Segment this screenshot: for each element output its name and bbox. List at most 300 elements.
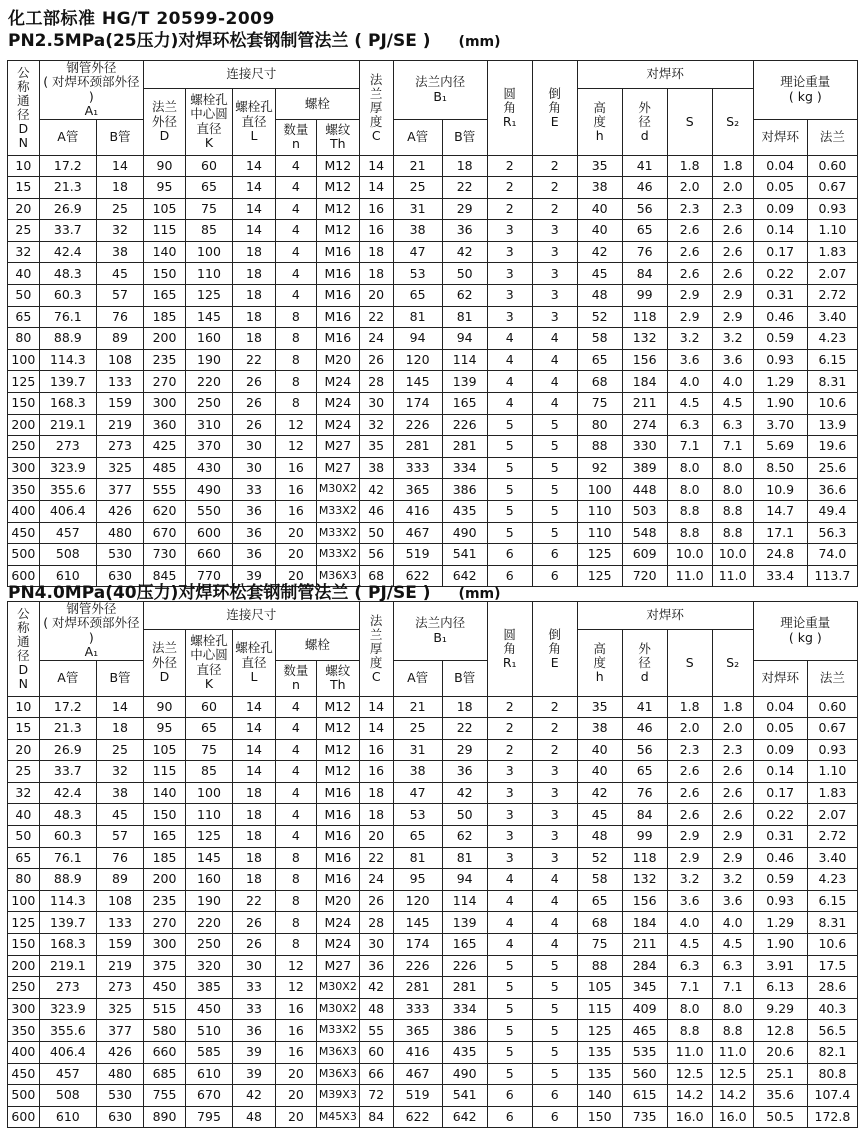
table-cell: 17.5 bbox=[807, 955, 857, 977]
chamfer-header bbox=[532, 602, 577, 697]
table-cell: 80 bbox=[577, 414, 622, 436]
dn-header-char: DN bbox=[18, 120, 29, 150]
table-cell: 4 bbox=[487, 890, 532, 912]
table-cell: 219 bbox=[96, 955, 143, 977]
table-cell: 20 bbox=[275, 522, 316, 544]
table-cell: 4 bbox=[275, 177, 316, 199]
table-row bbox=[8, 177, 858, 199]
table-row bbox=[8, 241, 858, 263]
table-cell: 133 bbox=[96, 912, 143, 934]
table-cell: 95 bbox=[393, 869, 442, 891]
table-cell: 22 bbox=[233, 890, 276, 912]
table-cell: 40 bbox=[577, 198, 622, 220]
table-cell: 42.4 bbox=[39, 241, 96, 263]
table-cell: 50.5 bbox=[753, 1106, 807, 1128]
table-cell: 0.14 bbox=[753, 761, 807, 783]
bolt-circle-header-line: 直径 bbox=[196, 661, 222, 677]
table-cell: 400 bbox=[8, 501, 40, 523]
table-cell: 65 bbox=[185, 718, 232, 740]
table-cell: 33 bbox=[233, 998, 276, 1020]
table-cell: 425 bbox=[144, 436, 186, 458]
table-cell: 0.59 bbox=[753, 328, 807, 350]
table-cell: 94 bbox=[442, 328, 487, 350]
table-cell: 38 bbox=[96, 241, 143, 263]
table-cell: 22 bbox=[442, 718, 487, 740]
flange-od-header-line: D bbox=[159, 668, 170, 684]
table-cell: 2.0 bbox=[667, 177, 712, 199]
bolt-circle-header-line: K bbox=[204, 135, 214, 151]
table-cell: M16 bbox=[316, 826, 359, 848]
table-cell: 4 bbox=[532, 349, 577, 371]
table-cell: 541 bbox=[442, 1085, 487, 1107]
table-cell: M16 bbox=[316, 306, 359, 328]
table-cell: 3.40 bbox=[807, 847, 857, 869]
table-cell: 467 bbox=[393, 1063, 442, 1085]
table-cell: 22 bbox=[359, 847, 393, 869]
qty-header bbox=[275, 119, 316, 155]
table-1-title bbox=[8, 26, 501, 51]
table-cell: 15 bbox=[8, 177, 40, 199]
table-cell: 660 bbox=[185, 544, 232, 566]
table-cell: 2.6 bbox=[712, 804, 753, 826]
table-cell: 0.31 bbox=[753, 285, 807, 307]
table-cell: 25 bbox=[96, 739, 143, 761]
table-row bbox=[8, 847, 858, 869]
table-cell: M30X2 bbox=[316, 479, 359, 501]
table-cell: 323.9 bbox=[39, 457, 96, 479]
table-cell: M24 bbox=[316, 414, 359, 436]
table-cell: 4 bbox=[487, 328, 532, 350]
table-cell: 555 bbox=[144, 479, 186, 501]
fillet-header bbox=[487, 61, 532, 156]
table-cell: M24 bbox=[316, 393, 359, 415]
table-row bbox=[8, 544, 858, 566]
thread-header bbox=[316, 660, 359, 696]
s-header: S bbox=[667, 89, 712, 156]
table-cell: 42 bbox=[577, 782, 622, 804]
table-cell: 16 bbox=[275, 457, 316, 479]
table-cell: 3 bbox=[487, 826, 532, 848]
table-cell: 3 bbox=[532, 782, 577, 804]
table-cell: 0.93 bbox=[807, 198, 857, 220]
table-cell: 4.5 bbox=[667, 934, 712, 956]
table-cell: 125 bbox=[577, 544, 622, 566]
table-cell: 16.0 bbox=[667, 1106, 712, 1128]
table-cell: 76.1 bbox=[39, 847, 96, 869]
fillet-header-text bbox=[503, 87, 517, 129]
table-cell: M12 bbox=[316, 220, 359, 242]
bolt-header: 螺栓 bbox=[275, 89, 359, 120]
table-cell: 38 bbox=[359, 457, 393, 479]
table-cell: 2.3 bbox=[712, 198, 753, 220]
chamfer-header-char: E bbox=[550, 654, 559, 670]
table-cell: 35 bbox=[577, 696, 622, 718]
table-cell: 8.0 bbox=[712, 998, 753, 1020]
table-cell: 325 bbox=[96, 457, 143, 479]
table-cell: 6 bbox=[532, 1085, 577, 1107]
table-row bbox=[8, 912, 858, 934]
table-cell: 60.3 bbox=[39, 285, 96, 307]
bolt-circle-header-line: 中心圆 bbox=[190, 106, 228, 122]
table-cell: 3 bbox=[532, 826, 577, 848]
table-cell: 18 bbox=[442, 155, 487, 177]
table-cell: 53 bbox=[393, 804, 442, 826]
table-cell: 4 bbox=[532, 912, 577, 934]
table-cell: 21.3 bbox=[39, 177, 96, 199]
table-cell: 184 bbox=[622, 371, 667, 393]
table-cell: 46 bbox=[359, 501, 393, 523]
thickness-header-char: 兰 bbox=[369, 626, 383, 642]
table-cell: 14 bbox=[233, 177, 276, 199]
table-cell: 2.6 bbox=[667, 804, 712, 826]
thread-header-line: 螺纹 bbox=[325, 121, 351, 137]
table-cell: 4.5 bbox=[667, 393, 712, 415]
table-cell: 12 bbox=[275, 414, 316, 436]
table-cell: M45X3 bbox=[316, 1106, 359, 1128]
table-cell: 90 bbox=[144, 155, 186, 177]
table-cell: 99 bbox=[622, 285, 667, 307]
table-cell: 4.5 bbox=[712, 393, 753, 415]
table-cell: 8.8 bbox=[712, 501, 753, 523]
bolt-header: 螺栓 bbox=[275, 630, 359, 661]
table-cell: 2 bbox=[487, 155, 532, 177]
table-cell: 18 bbox=[233, 826, 276, 848]
table-row bbox=[8, 263, 858, 285]
table-cell: 457 bbox=[39, 522, 96, 544]
table-cell: 114.3 bbox=[39, 890, 96, 912]
table-cell: 0.09 bbox=[753, 198, 807, 220]
table-cell: 48 bbox=[577, 285, 622, 307]
table-cell: 24 bbox=[359, 869, 393, 891]
thickness-header-char: 厚 bbox=[369, 99, 383, 115]
table-cell: 3 bbox=[487, 263, 532, 285]
table-cell: 55 bbox=[359, 1020, 393, 1042]
table-cell: 94 bbox=[442, 869, 487, 891]
table-cell: M16 bbox=[316, 328, 359, 350]
table-cell: 622 bbox=[393, 1106, 442, 1128]
table-cell: 14 bbox=[359, 718, 393, 740]
table-cell: 4 bbox=[487, 349, 532, 371]
bolt-circle-header bbox=[185, 89, 232, 156]
weight-header-line: ( kg ) bbox=[788, 629, 822, 645]
table-cell: 81 bbox=[442, 847, 487, 869]
table-cell: 345 bbox=[622, 977, 667, 999]
table-cell: 450 bbox=[8, 1063, 40, 1085]
table-cell: 42 bbox=[442, 782, 487, 804]
table-cell: 58 bbox=[577, 869, 622, 891]
table-cell: 409 bbox=[622, 998, 667, 1020]
table-cell: 620 bbox=[144, 501, 186, 523]
table-cell: 4 bbox=[487, 869, 532, 891]
chamfer-header bbox=[532, 61, 577, 156]
table-cell: 250 bbox=[8, 977, 40, 999]
table-cell: 610 bbox=[39, 1106, 96, 1128]
table-cell: 10 bbox=[8, 155, 40, 177]
thread-header-line: Th bbox=[330, 136, 346, 151]
table-cell: 4.0 bbox=[667, 912, 712, 934]
table-cell: 7.1 bbox=[712, 977, 753, 999]
table-cell: 490 bbox=[442, 522, 487, 544]
table-cell: 139.7 bbox=[39, 912, 96, 934]
table-cell: 2.3 bbox=[667, 198, 712, 220]
table-cell: 30 bbox=[233, 457, 276, 479]
table-cell: 45 bbox=[96, 263, 143, 285]
table-cell: 84 bbox=[622, 804, 667, 826]
table-cell: 33.7 bbox=[39, 220, 96, 242]
table-cell: 90 bbox=[144, 696, 186, 718]
table-row bbox=[8, 1106, 858, 1128]
table-cell: 2 bbox=[487, 198, 532, 220]
table-cell: 26 bbox=[233, 371, 276, 393]
table-cell: 50 bbox=[442, 263, 487, 285]
table-cell: 2.9 bbox=[667, 285, 712, 307]
table-cell: 630 bbox=[96, 565, 143, 587]
table-cell: 8.0 bbox=[667, 479, 712, 501]
table-cell: M16 bbox=[316, 847, 359, 869]
thickness-header bbox=[359, 61, 393, 156]
table-cell: 18 bbox=[233, 782, 276, 804]
table-cell: 52 bbox=[577, 847, 622, 869]
table-row bbox=[8, 1042, 858, 1064]
table-cell: 14.7 bbox=[753, 501, 807, 523]
table-cell: 0.22 bbox=[753, 263, 807, 285]
height-header-char: 度 bbox=[593, 113, 606, 129]
table-cell: 118 bbox=[622, 306, 667, 328]
table-cell: 95 bbox=[144, 177, 186, 199]
table-cell: 14 bbox=[359, 177, 393, 199]
table-cell: 5 bbox=[487, 977, 532, 999]
bolt-circle-header-line: K bbox=[204, 676, 214, 692]
table-cell: 375 bbox=[144, 955, 186, 977]
thread-header-line: 螺纹 bbox=[325, 662, 351, 678]
table-cell: 8.8 bbox=[712, 1020, 753, 1042]
table-cell: 200 bbox=[144, 328, 186, 350]
table-cell: 0.67 bbox=[807, 177, 857, 199]
table-cell: 615 bbox=[622, 1085, 667, 1107]
table-cell: 300 bbox=[144, 393, 186, 415]
table-cell: 3 bbox=[487, 306, 532, 328]
dn-header-char: 称 bbox=[17, 619, 30, 635]
table-cell: 75 bbox=[185, 198, 232, 220]
table-cell: 281 bbox=[442, 436, 487, 458]
table-cell: 4 bbox=[532, 934, 577, 956]
table-cell: 53 bbox=[393, 263, 442, 285]
table-cell: 42 bbox=[577, 241, 622, 263]
table-cell: 365 bbox=[393, 479, 442, 501]
table-row bbox=[8, 328, 858, 350]
pipe-od-header bbox=[39, 602, 143, 661]
table-cell: 5 bbox=[487, 436, 532, 458]
table-cell: 26.9 bbox=[39, 739, 96, 761]
table-cell: 5 bbox=[532, 955, 577, 977]
table-cell: 4 bbox=[487, 371, 532, 393]
table-cell: 6 bbox=[487, 544, 532, 566]
table-cell: 150 bbox=[577, 1106, 622, 1128]
table-cell: 200 bbox=[144, 869, 186, 891]
table-cell: 76 bbox=[96, 306, 143, 328]
table-row bbox=[8, 479, 858, 501]
table-cell: 660 bbox=[144, 1042, 186, 1064]
table-cell: 81 bbox=[393, 306, 442, 328]
table-cell: 7.1 bbox=[667, 977, 712, 999]
table-cell: 642 bbox=[442, 1106, 487, 1128]
table-cell: 4 bbox=[487, 912, 532, 934]
table-cell: 8 bbox=[275, 371, 316, 393]
table-cell: 500 bbox=[8, 544, 40, 566]
table-cell: 1.8 bbox=[712, 696, 753, 718]
table-cell: 42 bbox=[359, 977, 393, 999]
table-cell: 18 bbox=[359, 782, 393, 804]
table-row bbox=[8, 1085, 858, 1107]
thickness-header-char: 法 bbox=[369, 71, 383, 87]
table-cell: 20 bbox=[275, 1106, 316, 1128]
table-cell: 642 bbox=[442, 565, 487, 587]
table-cell: 7.1 bbox=[667, 436, 712, 458]
a-pipe-id-header: A管 bbox=[393, 660, 442, 696]
table-cell: 16 bbox=[359, 739, 393, 761]
table-cell: 1.8 bbox=[667, 696, 712, 718]
table-cell: 20 bbox=[275, 1063, 316, 1085]
table-cell: M12 bbox=[316, 696, 359, 718]
table-cell: 323.9 bbox=[39, 998, 96, 1020]
fillet-header-char: R₁ bbox=[502, 654, 517, 670]
table-row bbox=[8, 522, 858, 544]
table-cell: 159 bbox=[96, 934, 143, 956]
table-cell: 133 bbox=[96, 371, 143, 393]
table-cell: 25 bbox=[393, 177, 442, 199]
bolt-hole-header bbox=[233, 89, 276, 156]
table-row bbox=[8, 414, 858, 436]
table-cell: 6 bbox=[532, 1106, 577, 1128]
fillet-header bbox=[487, 602, 532, 697]
table-cell: 26 bbox=[359, 890, 393, 912]
table-cell: 5 bbox=[532, 457, 577, 479]
table-cell: 36 bbox=[233, 501, 276, 523]
bolt-circle-header bbox=[185, 630, 232, 697]
table-row bbox=[8, 155, 858, 177]
table-cell: 8 bbox=[275, 912, 316, 934]
table-1-title-text: PN2.5MPa(25压力)对焊环松套钢制管法兰 ( PJ/SE ) bbox=[8, 31, 431, 51]
table-cell: 14.2 bbox=[712, 1085, 753, 1107]
weld-ring-header: 对焊环 bbox=[577, 61, 753, 89]
table-cell: 165 bbox=[144, 826, 186, 848]
table-cell: 2.6 bbox=[712, 263, 753, 285]
table-cell: 670 bbox=[144, 522, 186, 544]
table-cell: 145 bbox=[185, 306, 232, 328]
table-cell: 3 bbox=[532, 220, 577, 242]
table-cell: 5 bbox=[487, 955, 532, 977]
table-cell: 400 bbox=[8, 1042, 40, 1064]
table-cell: 273 bbox=[39, 977, 96, 999]
table-cell: 325 bbox=[96, 998, 143, 1020]
table-cell: 50 bbox=[8, 826, 40, 848]
table-cell: 3.2 bbox=[667, 869, 712, 891]
table-cell: 385 bbox=[185, 977, 232, 999]
table-cell: M33X2 bbox=[316, 1020, 359, 1042]
table-cell: 5 bbox=[532, 1020, 577, 1042]
table-cell: 81 bbox=[393, 847, 442, 869]
table-cell: 110 bbox=[185, 804, 232, 826]
table-cell: 2.6 bbox=[712, 241, 753, 263]
table-cell: 19.6 bbox=[807, 436, 857, 458]
ring-od-header-char: d bbox=[640, 127, 649, 143]
table-cell: 16 bbox=[275, 998, 316, 1020]
table-cell: M24 bbox=[316, 912, 359, 934]
s-header: S bbox=[667, 630, 712, 697]
table-cell: 113.7 bbox=[807, 565, 857, 587]
table-cell: 2 bbox=[532, 198, 577, 220]
table-cell: 4 bbox=[275, 826, 316, 848]
table-cell: 48 bbox=[359, 998, 393, 1020]
pipe-od-header-line: ( 对焊环颈部外径 ) bbox=[43, 74, 140, 104]
table-cell: 18 bbox=[96, 177, 143, 199]
dn-header-text bbox=[16, 66, 30, 150]
weight-header-line: 理论重量 bbox=[780, 615, 831, 631]
table-cell: 3.6 bbox=[667, 890, 712, 912]
table-cell: 334 bbox=[442, 457, 487, 479]
dn-header-char: 公 bbox=[17, 605, 30, 621]
fillet-header-char: 圆 bbox=[503, 85, 516, 101]
table-cell: 416 bbox=[393, 501, 442, 523]
chamfer-header-text bbox=[548, 87, 562, 129]
table-cell: 14 bbox=[233, 696, 276, 718]
bolt-hole-header-line: 直径 bbox=[241, 654, 267, 670]
table-row bbox=[8, 285, 858, 307]
table-cell: 5 bbox=[532, 1063, 577, 1085]
table-cell: 5 bbox=[532, 479, 577, 501]
table-cell: 40 bbox=[577, 739, 622, 761]
standard-title: 化工部标准 HG/T 20599-2009 bbox=[8, 9, 275, 29]
table-cell: 273 bbox=[96, 977, 143, 999]
table-cell: 11.0 bbox=[667, 565, 712, 587]
table-cell: 56 bbox=[622, 198, 667, 220]
table-cell: 5.69 bbox=[753, 436, 807, 458]
b-pipe-header: B管 bbox=[96, 660, 143, 696]
ring-od-header-char: 外 bbox=[638, 640, 651, 656]
flange-weight-header: 法兰 bbox=[807, 119, 857, 155]
table-row bbox=[8, 955, 858, 977]
table-cell: 46 bbox=[622, 718, 667, 740]
flange-id-header-line: 法兰内径 bbox=[415, 615, 466, 631]
table-cell: 174 bbox=[393, 934, 442, 956]
table-cell: 250 bbox=[185, 934, 232, 956]
table-cell: M16 bbox=[316, 241, 359, 263]
table-cell: 28.6 bbox=[807, 977, 857, 999]
table-row bbox=[8, 393, 858, 415]
table-cell: 26 bbox=[359, 349, 393, 371]
table-cell: M30X2 bbox=[316, 998, 359, 1020]
table-cell: 3 bbox=[487, 220, 532, 242]
table-cell: 2.6 bbox=[667, 782, 712, 804]
bolt-hole-header-line: 螺栓孔 bbox=[235, 640, 273, 656]
table-cell: 4 bbox=[532, 393, 577, 415]
table-cell: 56.3 bbox=[807, 522, 857, 544]
table-cell: 2.07 bbox=[807, 263, 857, 285]
table-cell: 4 bbox=[275, 718, 316, 740]
table-row bbox=[8, 436, 858, 458]
pipe-od-header-line: A₁ bbox=[84, 103, 99, 119]
table-cell: 57 bbox=[96, 285, 143, 307]
table-cell: 46 bbox=[622, 177, 667, 199]
table-cell: 2.6 bbox=[712, 782, 753, 804]
table-cell: M16 bbox=[316, 263, 359, 285]
table-cell: 14 bbox=[96, 155, 143, 177]
table-cell: 8.31 bbox=[807, 371, 857, 393]
table-cell: 0.46 bbox=[753, 306, 807, 328]
table-cell: 2.3 bbox=[667, 739, 712, 761]
table-cell: 135 bbox=[577, 1063, 622, 1085]
flange-id-header-line: 法兰内径 bbox=[415, 74, 466, 90]
